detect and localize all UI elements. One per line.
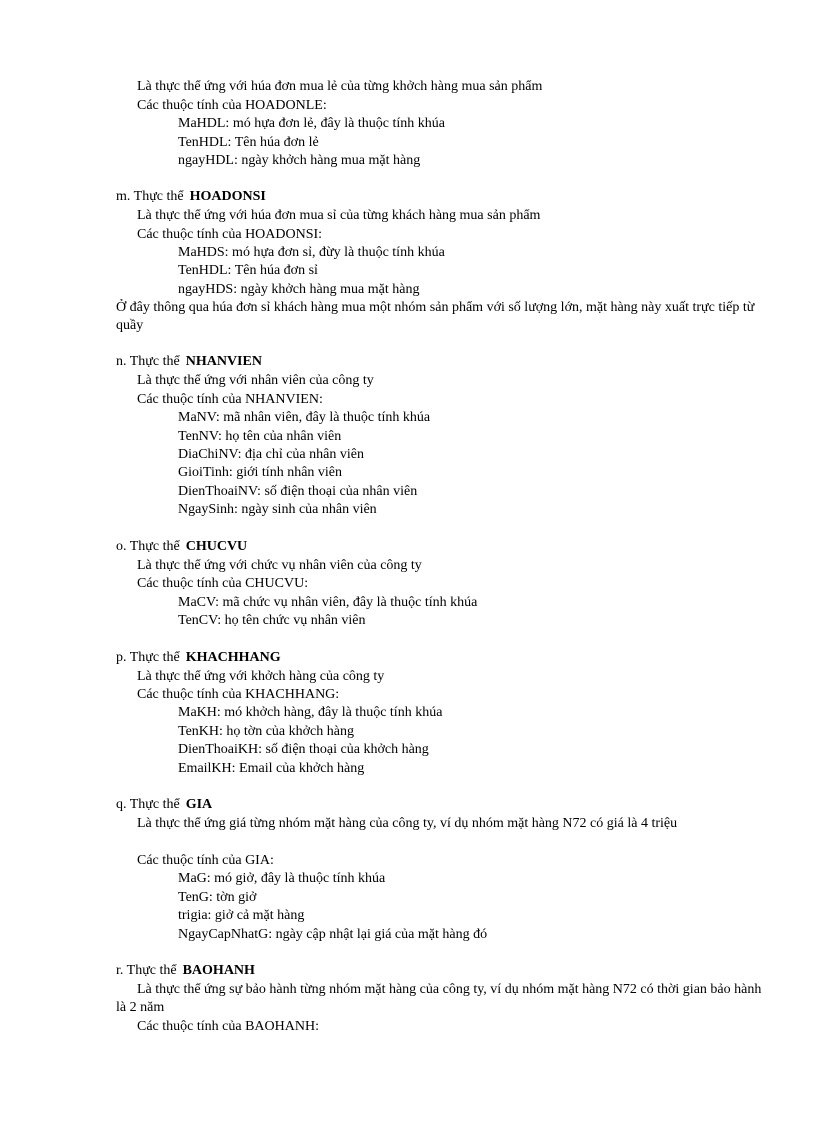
attribute-item: DiaChiNV: địa chỉ của nhân viên (178, 447, 364, 462)
attribute-item: DienThoaiNV: số điện thoại của nhân viên (178, 484, 418, 499)
section-heading-khachhang (116, 649, 281, 667)
section-prefix: p. Thực thể (116, 650, 180, 665)
attribute-item: TenCV: họ tên chức vụ nhân viên (178, 613, 366, 628)
hoadonle-attributes-label: Các thuộc tính của HOADONLE: (137, 98, 327, 113)
section-heading-baohanh (116, 962, 255, 980)
attributes-label: Các thuộc tính của CHUCVU: (137, 576, 309, 591)
section-description: Là thực thể ứng sự bảo hành từng nhóm mặt hàng của công ty, ví dụ nhóm mặt hàng N72 có thời gian bảo hành là 2 năm (116, 982, 762, 1015)
attributes-label: Các thuộc tính của NHANVIEN: (137, 392, 323, 407)
section-description: Là thực thể ứng giá từng nhóm mặt hàng của công ty, ví dụ nhóm mặt hàng N72 có giá là 4 triệu (137, 816, 678, 831)
attribute-item: MaG: mó giở, đây là thuộc tính khúa (178, 871, 386, 886)
section-description: Là thực thể ứng với chức vụ nhân viên của công ty (137, 558, 422, 573)
section-prefix: o. Thực thể (116, 539, 180, 554)
attribute-item: TenHDL: Tên húa đơn lẻ (178, 135, 319, 150)
attributes-label: Các thuộc tính của BAOHANH: (137, 1019, 319, 1034)
attribute-item: TenHDL: Tên húa đơn sỉ (178, 263, 318, 278)
attribute-item: NgaySinh: ngày sinh của nhân viên (178, 502, 377, 517)
section-heading-hoadonsi (116, 188, 266, 206)
attribute-item: TenKH: họ tờn của khởch hàng (178, 724, 354, 739)
section-prefix: q. Thực thể (116, 797, 180, 812)
attribute-item: NgayCapNhatG: ngày cập nhật lại giá của mặt hàng đó (178, 927, 488, 942)
section-description: Là thực thể ứng với nhân viên của công ty (137, 373, 374, 388)
attributes-label: Các thuộc tính của GIA: (137, 853, 274, 868)
attribute-item: ngayHDS: ngày khởch hàng mua mặt hàng (178, 282, 420, 297)
section-description: Là thực thể ứng với húa đơn mua sỉ của từng khách hàng mua sản phẩm (137, 208, 541, 223)
section-prefix: r. Thực thể (116, 963, 177, 978)
attribute-item: ngayHDL: ngày khởch hàng mua mặt hàng (178, 153, 421, 168)
entity-name: HOADONSI (189, 189, 266, 204)
hoadonle-description: Là thực thể ứng với húa đơn mua lẻ của từng khởch hàng mua sản phẩm (137, 79, 543, 94)
entity-name: GIA (185, 797, 213, 812)
attribute-item: TenNV: họ tên của nhân viên (178, 429, 342, 444)
attribute-item: MaNV: mã nhân viên, đây là thuộc tính khúa (178, 410, 431, 425)
section-note: Ở đây thông qua húa đơn sỉ khách hàng mua một nhóm sản phẩm với số lượng lớn, mặt hàng này xuất trực tiếp từ quầy (116, 300, 755, 333)
entity-name: BAOHANH (182, 963, 255, 978)
attribute-item: TenG: tờn giở (178, 890, 257, 905)
section-prefix: m. Thực thể (116, 189, 184, 204)
attribute-item: EmailKH: Email của khởch hàng (178, 761, 365, 776)
section-description: Là thực thể ứng với khởch hàng của công ty (137, 669, 385, 684)
section-prefix: n. Thực thể (116, 354, 180, 369)
attribute-item: MaKH: mó khởch hàng, đây là thuộc tính khúa (178, 705, 443, 720)
attribute-item: MaHDL: mó hựa đơn lẻ, đây là thuộc tính khúa (178, 116, 445, 131)
attribute-item: MaHDS: mó hựa đơn sỉ, đừy là thuộc tính khúa (178, 245, 445, 260)
attribute-item: GioiTinh: giới tính nhân viên (178, 465, 343, 480)
entity-name: CHUCVU (185, 539, 248, 554)
section-heading-gia (116, 796, 212, 814)
attribute-item: MaCV: mã chức vụ nhân viên, đây là thuộc tính khúa (178, 595, 478, 610)
attribute-item: trigia: giở cả mặt hàng (178, 908, 305, 923)
attributes-label: Các thuộc tính của HOADONSI: (137, 227, 323, 242)
attribute-item: DienThoaiKH: số điện thoại của khởch hàng (178, 742, 429, 757)
entity-name: KHACHHANG (185, 650, 281, 665)
entity-name: NHANVIEN (185, 354, 262, 369)
attributes-label: Các thuộc tính của KHACHHANG: (137, 687, 340, 702)
section-heading-nhanvien (116, 353, 262, 371)
section-heading-chucvu (116, 538, 247, 556)
